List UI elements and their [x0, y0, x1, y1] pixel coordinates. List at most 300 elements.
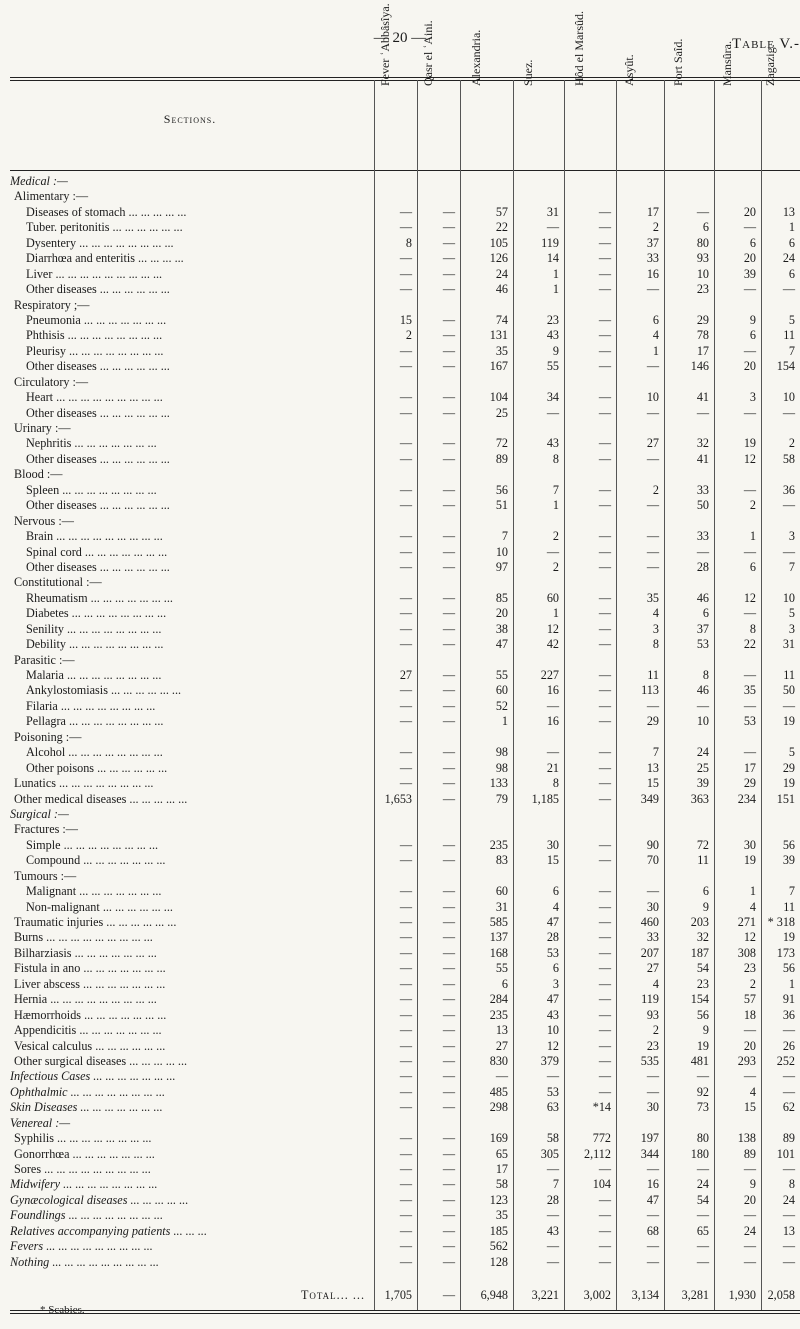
- table-cell: 20: [743, 251, 756, 266]
- table-row: [10, 714, 800, 729]
- table-cell: —: [782, 282, 795, 297]
- table-cell: —: [442, 1084, 455, 1099]
- table-row: [10, 853, 800, 868]
- table-cell: 15: [646, 776, 659, 791]
- table-cell: —: [442, 714, 455, 729]
- table-row: [10, 776, 800, 791]
- row-label: Malaria ... ... ... ... ... ... ... ...: [26, 668, 162, 682]
- table-cell: —: [743, 282, 756, 297]
- table-row: [10, 1054, 800, 1069]
- table-cell: —: [442, 837, 455, 852]
- row-label: Vesical calculus ... ... ... ... ... ...: [14, 1038, 166, 1053]
- table-cell: 10: [782, 390, 795, 405]
- table-cell: 113: [641, 683, 659, 698]
- table-row: [10, 915, 800, 930]
- table-cell: 9: [702, 899, 709, 914]
- table-cell: 35: [743, 683, 756, 698]
- table-title: Table V.-: [731, 36, 800, 52]
- table-cell: —: [598, 529, 611, 544]
- table-cell: 7: [552, 482, 559, 497]
- table-row: [10, 236, 800, 251]
- table-cell: 23: [546, 312, 559, 327]
- row-label: Fractures :—: [14, 822, 78, 837]
- table-cell: —: [442, 915, 455, 929]
- table-cell: 1: [552, 606, 559, 621]
- table-row: [10, 359, 800, 374]
- row-label: Liver abscess ... ... ... ... ... ... ...: [14, 976, 166, 991]
- table-cell: —: [546, 698, 559, 713]
- table-cell: 56: [782, 961, 795, 976]
- table-cell: 28: [546, 1192, 559, 1207]
- table-row: [10, 328, 800, 343]
- table-row: [10, 668, 800, 683]
- table-cell: —: [743, 1069, 756, 1084]
- table-cell: 54: [696, 1192, 709, 1207]
- table-cell: 38: [495, 621, 508, 636]
- table-cell: 123: [489, 1192, 508, 1207]
- row-label: Pellagra ... ... ... ... ... ... ... ...: [26, 714, 164, 729]
- table-cell: 6: [788, 235, 795, 250]
- table-cell: 9: [749, 1177, 756, 1192]
- row-label: Brain ... ... ... ... ... ... ... ... ...: [26, 529, 163, 544]
- table-cell: 24: [782, 1192, 795, 1207]
- table-cell: —: [598, 992, 611, 1007]
- table-cell: —: [399, 837, 412, 852]
- total-label: Total... ...: [300, 1288, 365, 1303]
- table-cell: —: [743, 405, 756, 420]
- table-cell: 2,112: [584, 1146, 611, 1161]
- row-label: Diabetes ... ... ... ... ... ... ... ...: [26, 606, 167, 621]
- table-cell: 39: [782, 853, 795, 868]
- table-cell: —: [442, 328, 455, 343]
- table-cell: —: [546, 1254, 559, 1269]
- table-cell: 9: [552, 343, 559, 358]
- table-cell: 55: [546, 359, 559, 374]
- table-cell: 305: [540, 1146, 559, 1161]
- total-cell: 3,134: [631, 1288, 659, 1303]
- table-row: [10, 560, 800, 575]
- row-label: Poisoning :—: [14, 729, 82, 744]
- table-cell: —: [598, 899, 611, 914]
- table-row: [10, 375, 800, 390]
- table-cell: —: [598, 637, 611, 652]
- table-cell: 30: [743, 837, 756, 852]
- table-cell: —: [743, 1254, 756, 1269]
- table-cell: 90: [646, 837, 659, 852]
- table-cell: 11: [647, 668, 659, 682]
- table-cell: 80: [696, 235, 709, 250]
- table-cell: —: [442, 1069, 455, 1084]
- table-cell: —: [399, 884, 412, 899]
- table-cell: —: [598, 590, 611, 605]
- table-cell: —: [598, 606, 611, 621]
- table-cell: 27: [646, 436, 659, 451]
- table-cell: 5: [788, 312, 795, 327]
- table-cell: 6: [788, 266, 795, 281]
- row-label: Other surgical diseases ... ... ... ... ...: [14, 1053, 188, 1068]
- table-cell: 60: [495, 884, 508, 899]
- table-cell: —: [598, 1239, 611, 1254]
- table-row: [10, 483, 800, 498]
- table-row: [10, 344, 800, 359]
- table-cell: —: [696, 698, 709, 713]
- table-cell: —: [598, 745, 611, 760]
- table-cell: 6: [702, 884, 709, 899]
- table-cell: 308: [737, 945, 756, 960]
- table-cell: —: [399, 359, 412, 374]
- table-cell: 12: [546, 621, 559, 636]
- table-cell: 17: [696, 343, 709, 358]
- table-cell: —: [442, 776, 455, 791]
- table-cell: —: [442, 529, 455, 544]
- table-cell: —: [399, 266, 412, 281]
- table-cell: 24: [495, 266, 508, 281]
- table-cell: —: [399, 853, 412, 868]
- table-cell: 349: [640, 791, 659, 806]
- table-cell: 6: [702, 606, 709, 621]
- table-cell: 235: [489, 837, 508, 852]
- table-cell: —: [743, 220, 756, 235]
- table-cell: 22: [495, 220, 508, 235]
- table-cell: —: [442, 1192, 455, 1207]
- table-cell: 16: [546, 714, 559, 729]
- row-label: Surgical :—: [10, 806, 69, 821]
- table-cell: 58: [782, 451, 795, 466]
- table-cell: —: [442, 204, 455, 219]
- table-row: [10, 1239, 800, 1254]
- table-cell: —: [399, 282, 412, 297]
- table-cell: —: [399, 1208, 412, 1223]
- table-cell: 6: [501, 976, 508, 991]
- table-cell: —: [442, 1146, 455, 1161]
- table-cell: —: [442, 312, 455, 327]
- table-cell: 460: [640, 915, 659, 929]
- table-cell: 1: [749, 529, 756, 544]
- table-cell: 197: [640, 1131, 659, 1146]
- table-cell: 8: [652, 637, 659, 652]
- table-cell: —: [598, 251, 611, 266]
- table-cell: —: [399, 1177, 412, 1192]
- row-label: Parasitic :—: [14, 652, 75, 667]
- row-label: Venereal :—: [10, 1115, 71, 1130]
- row-label: Ankylostomiasis ... ... ... ... ... ...: [26, 683, 182, 698]
- column-header: [714, 41, 762, 170]
- table-row: [10, 838, 800, 853]
- table-cell: —: [442, 930, 455, 945]
- table-cell: 1: [749, 884, 756, 899]
- table-cell: 481: [690, 1053, 709, 1068]
- table-cell: 56: [495, 482, 508, 497]
- table-cell: 24: [696, 745, 709, 760]
- table-cell: 55: [495, 961, 508, 976]
- table-cell: —: [598, 961, 611, 976]
- row-label: Rheumatism ... ... ... ... ... ... ...: [26, 590, 173, 605]
- table-cell: —: [399, 436, 412, 451]
- row-label: Spleen ... ... ... ... ... ... ... ...: [26, 482, 157, 497]
- table-cell: 138: [737, 1131, 756, 1146]
- table-row: [10, 683, 800, 698]
- total-cell: 3,002: [583, 1288, 611, 1303]
- table-row: [10, 699, 800, 714]
- row-label: Other diseases ... ... ... ... ... ...: [26, 498, 170, 513]
- row-label: Alcohol ... ... ... ... ... ... ... ...: [26, 745, 163, 760]
- table-cell: 1,185: [531, 791, 559, 806]
- table-cell: 128: [489, 1254, 508, 1269]
- table-row: [10, 730, 800, 745]
- row-label: Other diseases ... ... ... ... ... ...: [26, 451, 170, 466]
- row-label: Gynæcological diseases ... ... ... ... ...: [10, 1192, 189, 1207]
- table-cell: —: [598, 1053, 611, 1068]
- table-cell: —: [598, 482, 611, 497]
- table-cell: 36: [782, 482, 795, 497]
- table-cell: 57: [495, 204, 508, 219]
- page-number: — 20 —: [373, 30, 427, 46]
- table-cell: —: [598, 930, 611, 945]
- table-cell: 284: [489, 992, 508, 1007]
- table-cell: 6: [749, 235, 756, 250]
- table-cell: 50: [782, 683, 795, 698]
- table-cell: 34: [546, 390, 559, 405]
- table-row: [10, 653, 800, 668]
- table-row: [10, 174, 800, 189]
- table-cell: 19: [743, 853, 756, 868]
- table-cell: 33: [646, 251, 659, 266]
- table-cell: 52: [495, 698, 508, 713]
- row-label: Appendicitis ... ... ... ... ... ... ...: [14, 1023, 162, 1038]
- table-cell: 28: [696, 559, 709, 574]
- table-cell: 17: [646, 204, 659, 219]
- bottom-rule-inner: [10, 1313, 800, 1314]
- column-header: [417, 20, 461, 170]
- table-cell: —: [399, 1069, 412, 1084]
- column-header-label: Suez.: [520, 59, 535, 86]
- table-cell: —: [743, 606, 756, 621]
- table-cell: 185: [489, 1223, 508, 1238]
- table-cell: —: [442, 451, 455, 466]
- table-cell: 29: [743, 776, 756, 791]
- table-cell: 9: [749, 312, 756, 327]
- row-label: Sores ... ... ... ... ... ... ... ... ...: [14, 1162, 151, 1176]
- header-rule: [10, 170, 800, 171]
- row-label: Burns ... ... ... ... ... ... ... ... ...: [14, 930, 153, 945]
- table-cell: —: [598, 915, 611, 929]
- table-cell: 8: [552, 451, 559, 466]
- table-row: [10, 1131, 800, 1146]
- table-cell: 28: [546, 930, 559, 945]
- table-cell: —: [782, 1208, 795, 1223]
- table-cell: —: [598, 791, 611, 806]
- table-cell: —: [646, 359, 659, 374]
- row-label: Foundlings ... ... ... ... ... ... ... ...: [10, 1208, 164, 1223]
- table-cell: —: [399, 482, 412, 497]
- table-cell: 26: [782, 1038, 795, 1053]
- table-cell: 27: [646, 961, 659, 976]
- table-cell: —: [598, 405, 611, 420]
- sections-header: Sections.: [163, 112, 217, 126]
- table-row: [10, 1023, 800, 1038]
- table-cell: —: [399, 992, 412, 1007]
- table-cell: 25: [495, 405, 508, 420]
- table-cell: 293: [737, 1053, 756, 1068]
- table-cell: —: [399, 204, 412, 219]
- table-cell: 2: [652, 220, 659, 235]
- total-cell: 1,930: [728, 1288, 756, 1303]
- table-row: [10, 1255, 800, 1270]
- table-cell: —: [442, 1177, 455, 1192]
- table-cell: —: [696, 405, 709, 420]
- table-cell: —: [442, 698, 455, 713]
- table-cell: —: [782, 1254, 795, 1269]
- total-spacer: [10, 1270, 800, 1288]
- table-cell: —: [598, 282, 611, 297]
- row-label: Nephritis ... ... ... ... ... ... ...: [26, 436, 157, 451]
- table-cell: —: [546, 1162, 559, 1176]
- table-cell: 126: [489, 251, 508, 266]
- row-label: Other diseases ... ... ... ... ... ...: [26, 282, 170, 297]
- table-cell: —: [598, 976, 611, 991]
- table-cell: 20: [743, 1192, 756, 1207]
- table-cell: —: [743, 544, 756, 559]
- table-cell: 1: [552, 266, 559, 281]
- table-cell: 19: [782, 714, 795, 729]
- table-cell: 24: [782, 251, 795, 266]
- row-label: Other diseases ... ... ... ... ... ...: [26, 559, 170, 574]
- table-row: [10, 467, 800, 482]
- table-cell: 207: [640, 945, 659, 960]
- table-cell: 25: [696, 760, 709, 775]
- table-cell: —: [782, 1084, 795, 1099]
- table-cell: —: [442, 791, 455, 806]
- table-row: [10, 1177, 800, 1192]
- table-cell: 137: [489, 930, 508, 945]
- table-cell: —: [399, 590, 412, 605]
- footnote: * Scabies.: [40, 1304, 85, 1316]
- table-row: [10, 514, 800, 529]
- table-cell: 8: [552, 776, 559, 791]
- table-row: [10, 1008, 800, 1023]
- table-cell: 6: [652, 312, 659, 327]
- table-cell: —: [646, 559, 659, 574]
- table-cell: —: [646, 1084, 659, 1099]
- table-cell: —: [442, 1239, 455, 1254]
- table-cell: 19: [743, 436, 756, 451]
- table-row: [10, 267, 800, 282]
- row-label: Other diseases ... ... ... ... ... ...: [26, 359, 170, 374]
- table-cell: —: [442, 853, 455, 868]
- table-cell: 19: [782, 930, 795, 945]
- table-row: [10, 822, 800, 837]
- table-cell: 89: [782, 1131, 795, 1146]
- table-cell: —: [399, 1023, 412, 1038]
- table-cell: 20: [743, 1038, 756, 1053]
- table-cell: —: [696, 1069, 709, 1084]
- column-header-label: Mansûra.: [719, 41, 734, 86]
- table-cell: 4: [552, 899, 559, 914]
- column-header: [460, 29, 514, 170]
- table-cell: —: [598, 683, 611, 698]
- row-label: Bilharziasis ... ... ... ... ... ... ...: [14, 945, 157, 960]
- table-cell: 11: [783, 668, 795, 682]
- table-cell: 39: [743, 266, 756, 281]
- table-cell: —: [399, 1131, 412, 1146]
- table-row: [10, 436, 800, 451]
- table-cell: 3: [652, 621, 659, 636]
- table-cell: 16: [546, 683, 559, 698]
- table-cell: —: [696, 204, 709, 219]
- row-label: Respiratory ;—: [14, 297, 90, 312]
- row-label: Blood :—: [14, 467, 63, 482]
- table-cell: —: [598, 451, 611, 466]
- table-cell: —: [399, 930, 412, 945]
- table-cell: —: [743, 1208, 756, 1223]
- table-cell: —: [399, 343, 412, 358]
- table-cell: —: [442, 498, 455, 513]
- row-label: Skin Diseases ... ... ... ... ... ... ...: [10, 1100, 163, 1115]
- table-cell: 65: [495, 1146, 508, 1161]
- table-row: [10, 421, 800, 436]
- table-cell: —: [598, 436, 611, 451]
- table-cell: 4: [749, 1084, 756, 1099]
- table-cell: 8: [702, 668, 709, 682]
- table-cell: —: [743, 698, 756, 713]
- table-cell: 104: [592, 1177, 611, 1192]
- table-cell: —: [646, 1208, 659, 1223]
- table-cell: —: [442, 1023, 455, 1038]
- table-cell: 22: [743, 637, 756, 652]
- table-cell: 30: [646, 899, 659, 914]
- table-cell: —: [598, 266, 611, 281]
- table-cell: —: [646, 451, 659, 466]
- table-cell: 234: [737, 791, 756, 806]
- table-cell: 15: [546, 853, 559, 868]
- table-row: [10, 930, 800, 945]
- row-label: Dysentery ... ... ... ... ... ... ... ...: [26, 235, 174, 250]
- table-cell: —: [442, 899, 455, 914]
- table-cell: —: [399, 390, 412, 405]
- table-cell: —: [646, 498, 659, 513]
- table-row: [10, 220, 800, 235]
- table-cell: 3: [749, 390, 756, 405]
- table-cell: 53: [546, 945, 559, 960]
- row-label: Phthisis ... ... ... ... ... ... ... ...: [26, 328, 163, 343]
- table-cell: —: [782, 1023, 795, 1038]
- table-cell: 10: [696, 266, 709, 281]
- table-cell: —: [442, 1038, 455, 1053]
- table-row: [10, 792, 800, 807]
- table-cell: 180: [690, 1146, 709, 1161]
- table-cell: 9: [702, 1023, 709, 1038]
- table-cell: 41: [696, 390, 709, 405]
- table-cell: 4: [652, 328, 659, 343]
- table-cell: —: [646, 1254, 659, 1269]
- table-cell: 1: [552, 282, 559, 297]
- table-cell: 252: [776, 1053, 795, 1068]
- table-cell: —: [399, 1254, 412, 1269]
- table-cell: 72: [696, 837, 709, 852]
- table-cell: 6: [702, 220, 709, 235]
- table-cell: 92: [696, 1084, 709, 1099]
- table-cell: —: [782, 1162, 795, 1176]
- table-cell: —: [598, 1223, 611, 1238]
- table-cell: —: [399, 405, 412, 420]
- table-cell: 12: [743, 590, 756, 605]
- table-cell: 11: [783, 899, 795, 914]
- table-cell: 2: [405, 328, 412, 343]
- table-cell: 19: [782, 776, 795, 791]
- total-cell: 2,058: [767, 1288, 795, 1303]
- table-cell: 53: [696, 637, 709, 652]
- table-cell: —: [598, 559, 611, 574]
